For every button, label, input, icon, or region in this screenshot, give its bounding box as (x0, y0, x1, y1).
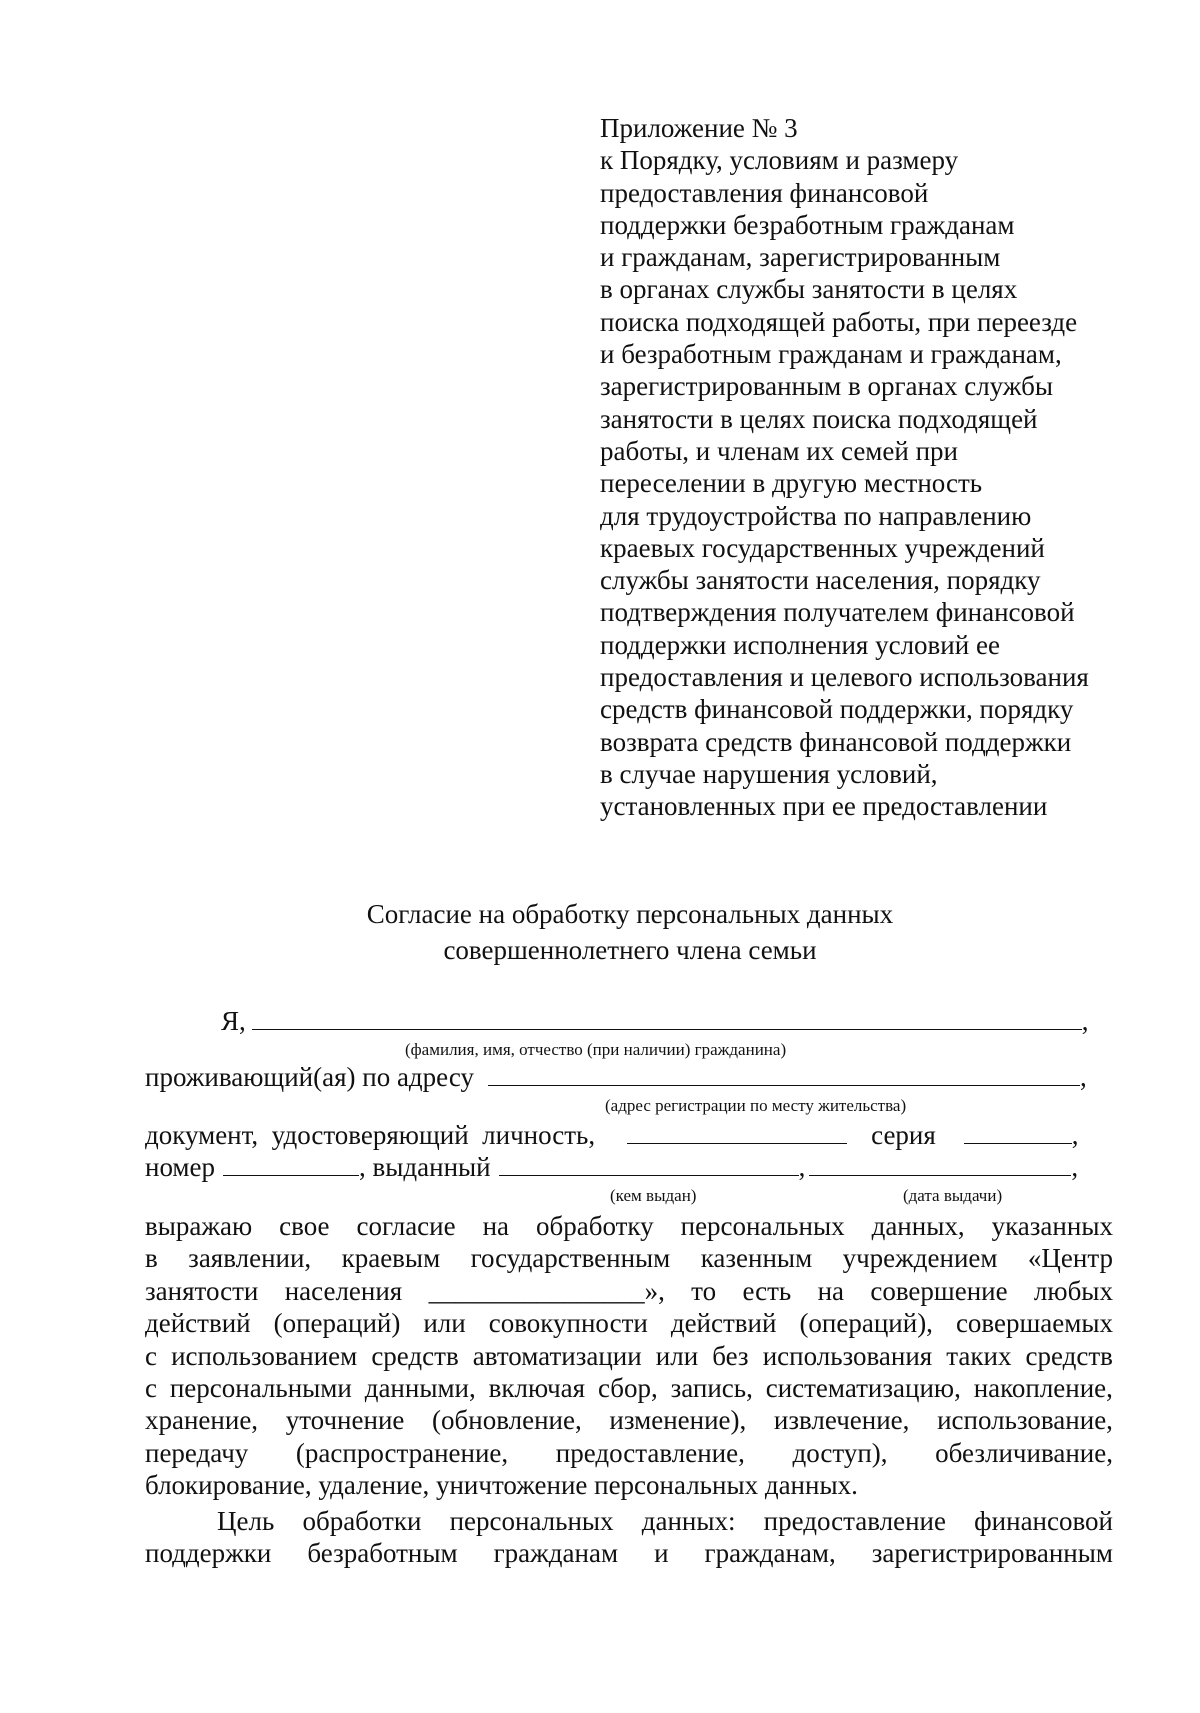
word: доступ), (792, 1437, 888, 1468)
word: указанных (991, 1211, 1113, 1241)
word: зарегистрированным (871, 1538, 1113, 1569)
paragraph-line: блокирование, удаление, уничтожение персональных данных. (145, 1470, 858, 1501)
series-comma: , (1071, 1120, 1079, 1150)
series-label: серия (871, 1120, 936, 1150)
word: (операций), (799, 1308, 933, 1339)
word: действий (145, 1308, 251, 1339)
word: включая (488, 1373, 586, 1404)
consent-paragraph (145, 1210, 1113, 1502)
appendix-line: предоставления и целевого использования (600, 662, 1089, 693)
word: гражданам, (704, 1538, 836, 1569)
date-comma: , (1071, 1152, 1079, 1182)
number-label: номер (145, 1152, 216, 1182)
word: накопление, (973, 1373, 1113, 1404)
word: или (655, 1340, 699, 1371)
appendix-line: службы занятости населения, порядку (600, 565, 1041, 596)
document-label: документ, удостоверяющий личность, (145, 1120, 596, 1150)
document-line (145, 1120, 1113, 1151)
word: (операций) (273, 1308, 401, 1339)
number-field[interactable] (223, 1153, 359, 1176)
title-line-1: Согласие на обработку персональных данных (366, 899, 894, 929)
appendix-line: установленных при ее предоставлении (600, 791, 1048, 822)
word: персональных (449, 1506, 614, 1536)
issued-label: , выданный (359, 1152, 491, 1182)
word: обработки (302, 1506, 422, 1536)
word: есть (742, 1275, 792, 1306)
appendix-line: и безработным гражданам и гражданам, (600, 339, 1062, 370)
paragraph-line (145, 1404, 1113, 1436)
word: персональных (680, 1211, 845, 1241)
word: и (654, 1538, 669, 1569)
word: безработным (307, 1538, 458, 1569)
issued-by-field[interactable] (499, 1153, 799, 1176)
word: занятости (145, 1275, 259, 1306)
word: использованием (171, 1340, 358, 1371)
word: ________________», (428, 1275, 665, 1306)
word: согласие (356, 1211, 456, 1241)
word: действий (670, 1308, 777, 1339)
word: любых (1033, 1275, 1113, 1306)
paragraph-line (145, 1505, 1113, 1537)
word: сбор, (597, 1373, 658, 1404)
word: выражаю (145, 1211, 253, 1241)
appendix-line: работы, и членам их семей при (600, 435, 958, 466)
word: казенным (700, 1243, 813, 1274)
appendix-line: краевых государственных учреждений (600, 532, 1045, 563)
purpose-paragraph (145, 1505, 1113, 1570)
word: на (817, 1275, 845, 1306)
word: финансовой (974, 1506, 1113, 1536)
word: то (691, 1275, 717, 1306)
word: или (423, 1308, 466, 1339)
word: «Центр (1027, 1243, 1113, 1274)
paragraph-line (145, 1242, 1113, 1274)
document-field[interactable] (627, 1121, 847, 1144)
word: заявлении, (188, 1243, 312, 1274)
word: (обновление, (432, 1405, 582, 1436)
word: без (712, 1340, 749, 1371)
issued-comma: , (798, 1152, 806, 1182)
appendix-line: средств финансовой поддержки, порядку (600, 694, 1074, 725)
address-comma: , (1079, 1062, 1087, 1092)
word: использования (762, 1340, 933, 1371)
fio-comma: , (1081, 1006, 1089, 1036)
paragraph-line (145, 1210, 1113, 1242)
word: средств (371, 1340, 459, 1371)
word: предоставление (763, 1506, 946, 1536)
word: передачу (145, 1437, 249, 1468)
word: использование, (937, 1405, 1113, 1436)
word: персональными (169, 1373, 352, 1404)
appendix-line: возврата средств финансовой поддержки (600, 726, 1072, 757)
fio-caption: (фамилия, имя, отчество (при наличии) гражданина) (405, 1040, 787, 1059)
appendix-line: предоставления финансовой (600, 177, 929, 208)
word: извлечение, (773, 1405, 910, 1436)
series-field[interactable] (964, 1121, 1072, 1144)
paragraph-line (145, 1537, 1113, 1569)
appendix-line: поиска подходящей работы, при переезде (600, 306, 1078, 337)
appendix-line: Приложение № 3 (600, 113, 798, 143)
appendix-line: и гражданам, зарегистрированным (600, 242, 1001, 273)
word: обработку (536, 1211, 654, 1241)
paragraph-line (145, 1437, 1113, 1469)
paragraph-line (145, 1307, 1113, 1339)
document-title (0, 896, 1200, 968)
word: предоставление, (555, 1437, 745, 1468)
appendix-line: поддержки исполнения условий ее (600, 629, 1000, 660)
word: гражданам (493, 1538, 619, 1569)
word: государственным (470, 1243, 671, 1274)
ya-label: Я, (221, 1006, 246, 1036)
appendix-block (600, 112, 1120, 823)
word: изменение), (609, 1405, 747, 1436)
appendix-line: в случае нарушения условий, (600, 758, 938, 789)
fio-field[interactable] (252, 1007, 1082, 1030)
word: автоматизации (472, 1340, 642, 1371)
word: краевым (341, 1243, 441, 1274)
word: (распространение, (295, 1437, 509, 1468)
word: учреждением (842, 1243, 998, 1274)
address-caption: (адрес регистрации по месту жительства) (605, 1096, 907, 1115)
word: Цель (217, 1506, 275, 1536)
word: хранение, (145, 1405, 259, 1436)
word: систематизацию, (765, 1373, 961, 1404)
word: в (145, 1243, 158, 1274)
appendix-line: занятости в целях поиска подходящей (600, 403, 1038, 434)
word: таких (946, 1340, 1012, 1371)
word: обезличивание, (935, 1437, 1113, 1468)
issue-date-field[interactable] (809, 1153, 1071, 1176)
address-line (145, 1062, 1113, 1093)
appendix-line: подтверждения получателем финансовой (600, 597, 1075, 628)
word: поддержки (145, 1538, 272, 1569)
title-line-2: совершеннолетнего члена семьи (443, 935, 817, 965)
number-line (145, 1152, 1113, 1183)
appendix-line: зарегистрированным в органах службы (600, 371, 1053, 402)
word: уточнение (285, 1405, 405, 1436)
fio-line (145, 1006, 1113, 1037)
word: запись, (670, 1373, 753, 1404)
appendix-line: для трудоустройства по направлению (600, 500, 1032, 531)
issue-date-caption: (дата выдачи) (903, 1186, 1003, 1205)
paragraph-line (145, 1372, 1113, 1404)
appendix-line: к Порядку, условиям и размеру (600, 145, 959, 176)
word: совершение (870, 1275, 1008, 1306)
word: данных: (641, 1506, 736, 1536)
word: совокупности (488, 1308, 648, 1339)
address-field[interactable] (488, 1063, 1080, 1086)
appendix-line: переселении в другую местность (600, 468, 983, 499)
issued-by-caption: (кем выдан) (610, 1186, 697, 1205)
word: данными, (364, 1373, 476, 1404)
word: свое (279, 1211, 330, 1241)
word: данных, (871, 1211, 965, 1241)
appendix-line: в органах службы занятости в целях (600, 274, 1018, 305)
word: с (145, 1373, 157, 1404)
paragraph-line (145, 1275, 1113, 1307)
paragraph-line (145, 1340, 1113, 1372)
word: средств (1025, 1340, 1113, 1371)
address-label: проживающий(ая) по адресу (145, 1062, 474, 1092)
appendix-line: поддержки безработным гражданам (600, 209, 1015, 240)
word: населения (284, 1275, 403, 1306)
word: на (482, 1211, 510, 1241)
word: совершаемых (955, 1308, 1113, 1339)
word: с (145, 1340, 157, 1371)
